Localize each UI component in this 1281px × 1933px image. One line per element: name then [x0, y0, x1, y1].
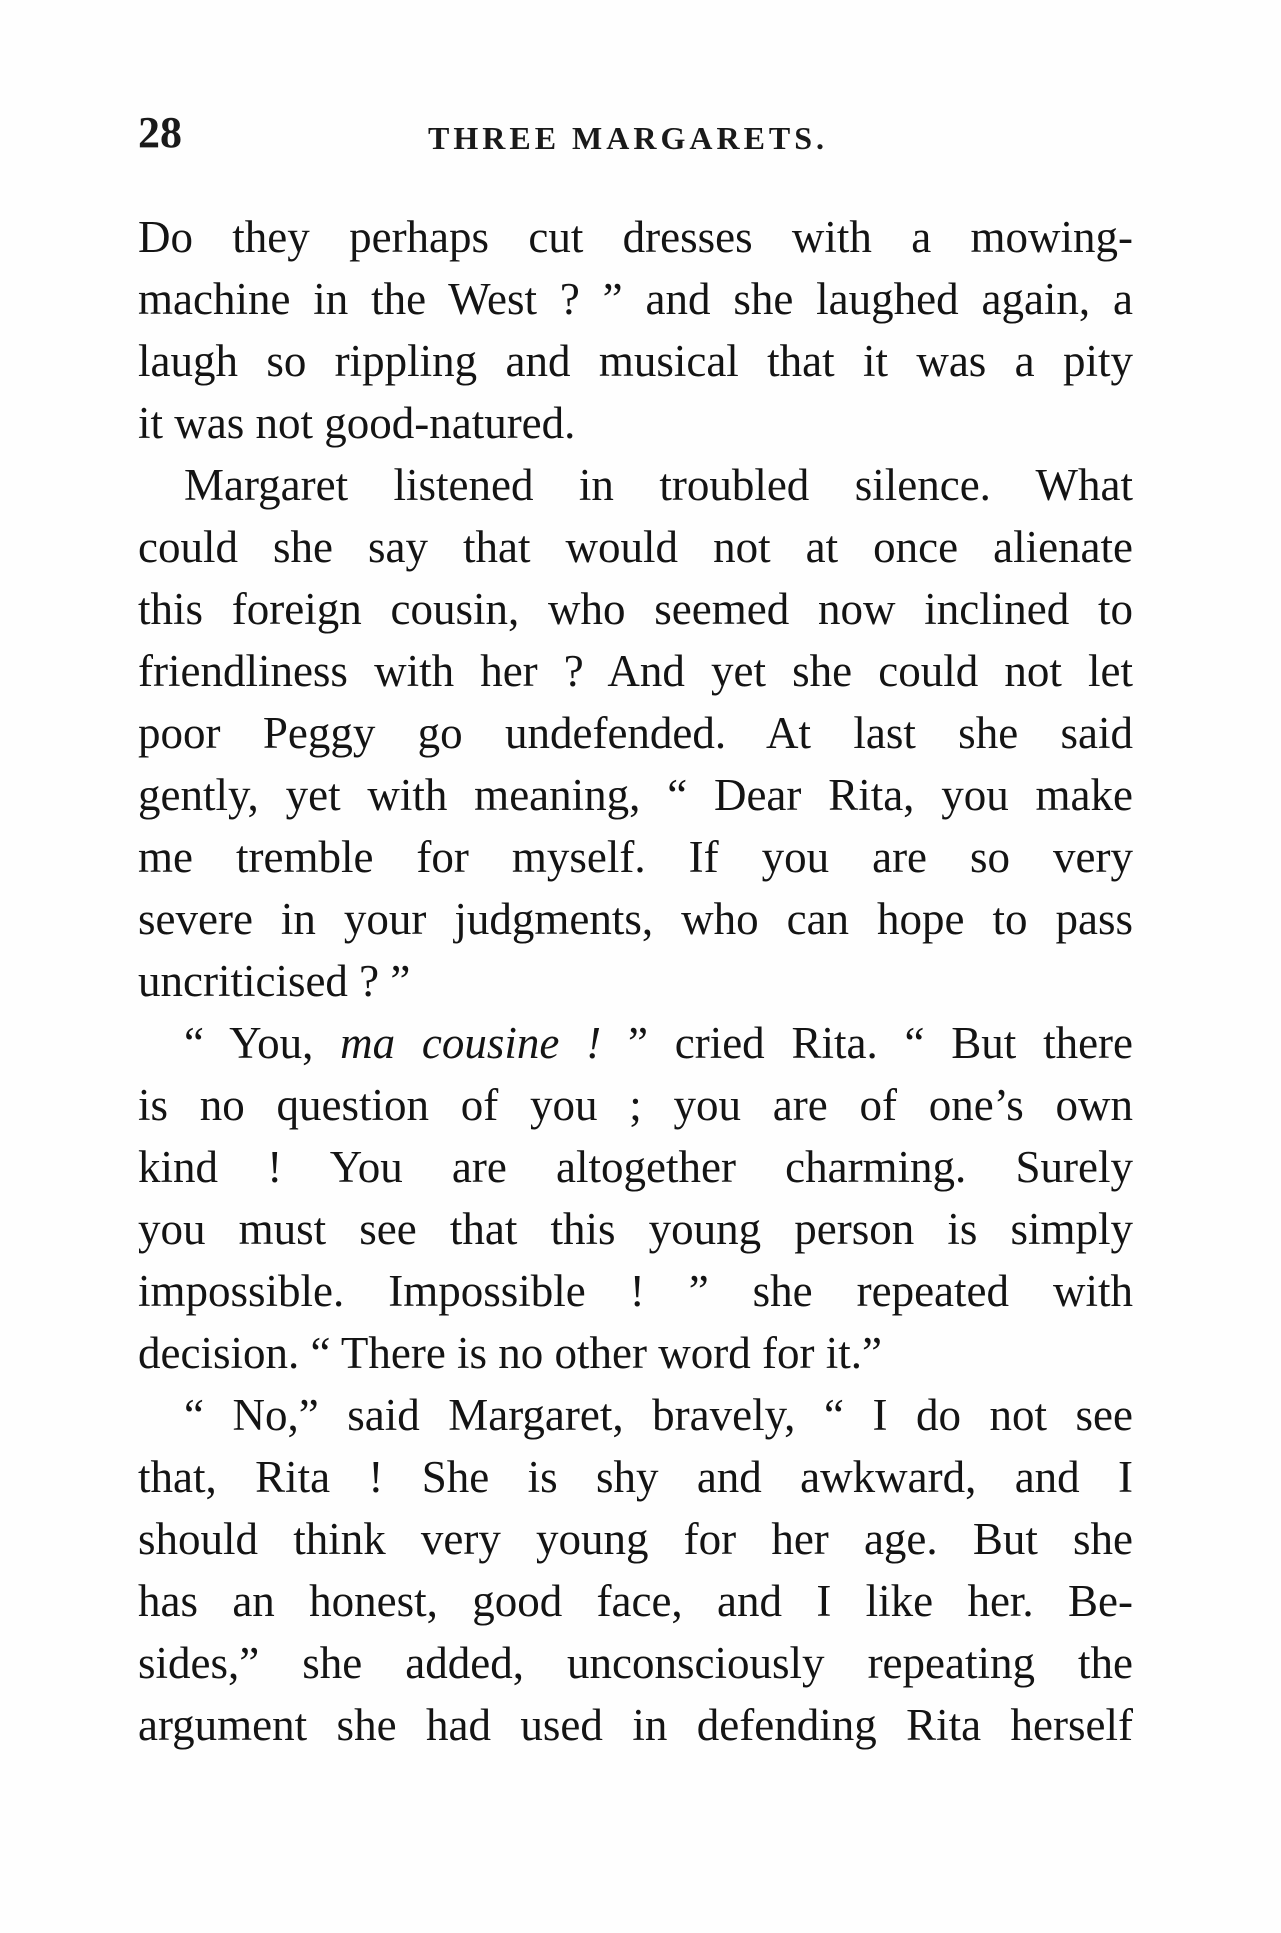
text-line: is no question of you ; you are of one’s own: [138, 1080, 1133, 1130]
text-line: could she say that would not at once alienate: [138, 522, 1133, 572]
text-line: gently, yet with meaning, “ Dear Rita, you make: [138, 770, 1133, 820]
paragraph: [138, 454, 1133, 1012]
text-line: severe in your judgments, who can hope to pass: [138, 894, 1133, 944]
paragraph: [138, 1384, 1133, 1756]
text-line: poor Peggy go undefended. At last she said: [138, 708, 1133, 758]
paragraph: [138, 206, 1133, 454]
text-line: you must see that this young person is simply: [138, 1204, 1133, 1254]
text-line: [138, 1012, 1133, 1074]
text-line: it was not good-natured.: [138, 398, 576, 448]
text-line: should think very young for her age. But she: [138, 1514, 1133, 1564]
page-header: [138, 108, 1133, 158]
text-line: uncriticised ? ”: [138, 956, 411, 1006]
text-line: me tremble for myself. If you are so very: [138, 832, 1133, 882]
text-line: friendliness with her ? And yet she could not let: [138, 646, 1133, 696]
text-line: sides,” she added, unconsciously repeating the: [138, 1638, 1133, 1688]
text-line: has an honest, good face, and I like her. Be-: [138, 1576, 1133, 1626]
page-number: 28: [138, 108, 182, 157]
running-title: THREE MARGARETS.: [428, 120, 829, 156]
text-line: Do they perhaps cut dresses with a mowing-: [138, 212, 1133, 262]
text-line: argument she had used in defending Rita herself: [138, 1700, 1133, 1750]
italic-phrase: ma cousine !: [340, 1018, 602, 1068]
text-segment: “ You,: [184, 1018, 341, 1068]
text-line: laugh so rippling and musical that it was a pity: [138, 336, 1133, 386]
text-segment: ” cried Rita. “ But there: [601, 1018, 1133, 1068]
text-line: machine in the West ? ” and she laughed again, a: [138, 274, 1133, 324]
text-line: kind ! You are altogether charming. Surely: [138, 1142, 1133, 1192]
paragraph: [138, 1012, 1133, 1384]
text-line: Margaret listened in troubled silence. What: [184, 460, 1133, 510]
text-line: “ No,” said Margaret, bravely, “ I do not see: [184, 1390, 1133, 1440]
body-text: [138, 206, 1133, 1756]
text-line: impossible. Impossible ! ” she repeated with: [138, 1266, 1133, 1316]
text-line: decision. “ There is no other word for it.”: [138, 1328, 882, 1378]
text-line: that, Rita ! She is shy and awkward, and I: [138, 1452, 1133, 1502]
text-line: this foreign cousin, who seemed now inclined to: [138, 584, 1133, 634]
